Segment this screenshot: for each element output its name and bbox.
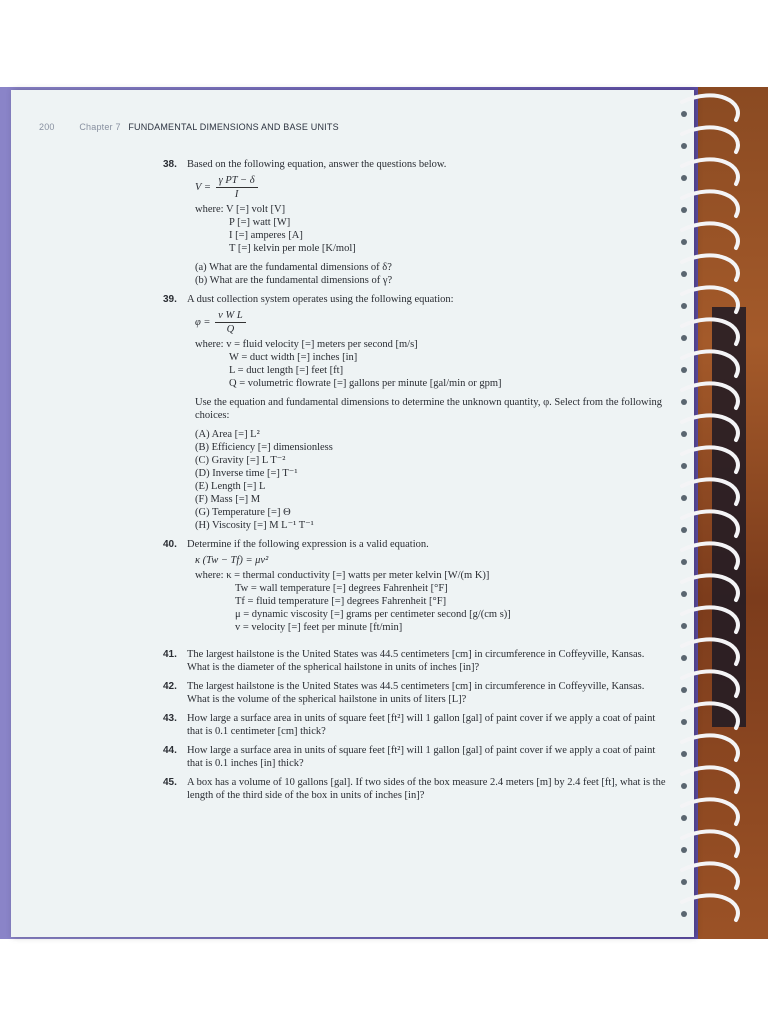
question-text: How large a surface area in units of square feet [ft²] will 1 gallon [gal] of paint cover if we apply a coat of paint that is 0.1 centimeter [cm] thick? [187,713,656,737]
definition-line: P [=] watt [W] [229,217,291,228]
question-number: 45. [163,777,177,788]
question-number: 38. [163,159,177,170]
choice-a: (A) Area [=] L² [195,429,260,440]
definition-line: Q = volumetric flowrate [=] gallons per minute [gal/min or gpm] [229,378,502,389]
spiral-binding [676,92,768,937]
variable-definitions [195,203,667,255]
answer-choices [187,428,667,532]
chapter-label: Chapter 7 [79,122,121,132]
choice-f: (F) Mass [=] M [195,494,261,505]
definition-line: where: v = fluid velocity [=] meters per second [m/s] [195,339,418,350]
choice-c: (C) Gravity [=] L T⁻² [195,455,286,466]
question-41 [163,648,667,674]
definition-line: T [=] kelvin per mole [K/mol] [229,243,356,254]
question-38 [163,158,667,287]
problem-list [163,158,667,808]
variable-definitions [195,569,667,634]
choice-h: (H) Viscosity [=] M L⁻¹ T⁻¹ [195,520,314,531]
sub-question-b: (b) What are the fundamental dimensions of γ? [195,275,393,286]
sub-questions [195,261,667,287]
page-number: 200 [39,122,55,132]
question-44 [163,744,667,770]
question-number: 41. [163,649,177,660]
definition-line: I [=] amperes [A] [229,230,303,241]
definition-line: Tf = fluid temperature [=] degrees Fahrenheit [°F] [235,596,447,607]
definition-line: v = velocity [=] feet per minute [ft/min] [235,622,403,633]
question-45 [163,776,667,802]
definition-line: Tw = wall temperature [=] degrees Fahrenheit [°F] [235,583,448,594]
question-number: 44. [163,745,177,756]
choice-d: (D) Inverse time [=] T⁻¹ [195,468,298,479]
definition-line: L = duct length [=] feet [ft] [229,365,344,376]
equation-fraction [216,174,258,201]
definition-line: W = duct width [=] inches [in] [229,352,358,363]
chapter-title: FUNDAMENTAL DIMENSIONS AND BASE UNITS [128,122,339,132]
question-text: Determine if the following expression is a valid equation. [187,539,429,550]
question-text: How large a surface area in units of square feet [ft²] will 1 gallon [gal] of paint cover if we apply a coat of paint that is 0.1 inches [in] thick? [187,745,656,769]
equation [195,309,667,336]
equation-fraction [215,309,246,336]
choice-b: (B) Efficiency [=] dimensionless [195,442,333,453]
choice-g: (G) Temperature [=] Θ [195,507,291,518]
question-number: 39. [163,294,177,305]
question-text: The largest hailstone is the United States was 44.5 centimeters [cm] in circumference in Coffeyville, Kansas. What is the volume of the spherical hailstone in units of liters [L]? [187,681,645,705]
question-39 [163,293,667,532]
denominator: I [234,189,239,200]
numerator: v W L [215,309,246,323]
definition-line: where: κ = thermal conductivity [=] watts per meter kelvin [W/(m K)] [195,570,490,581]
question-number: 40. [163,539,177,550]
question-text: Based on the following equation, answer the questions below. [187,159,447,170]
sub-question-a: (a) What are the fundamental dimensions of δ? [195,262,392,273]
equation: κ (Tw − Tf) = μv² [195,555,269,566]
definition-line: μ = dynamic viscosity [=] grams per centimeter second [g/(cm s)] [235,609,511,620]
variable-definitions [195,338,667,390]
question-40 [163,538,667,634]
question-number: 43. [163,713,177,724]
equation-lhs: φ = [195,316,211,328]
question-43 [163,712,667,738]
instruction-text: Use the equation and fundamental dimensions to determine the unknown quantity, φ. Select from the following choices: [195,397,662,421]
page-header [39,122,339,132]
book-page [11,90,694,937]
question-number: 42. [163,681,177,692]
equation [195,174,667,201]
denominator: Q [226,324,235,335]
question-text: The largest hailstone is the United States was 44.5 centimeters [cm] in circumference in Coffeyville, Kansas. What is the diameter of the spherical hailstone in units of inches [in]? [187,649,645,673]
choice-e: (E) Length [=] L [195,481,266,492]
question-text: A box has a volume of 10 gallons [gal]. If two sides of the box measure 2.4 meters [m] by 2.4 feet [ft], what is the length of the third side of the box in units of inches [in]? [187,777,666,801]
numerator: γ PT − δ [216,174,258,188]
question-42 [163,680,667,706]
definition-line: where: V [=] volt [V] [195,204,286,215]
question-text: A dust collection system operates using the following equation: [187,294,454,305]
equation-lhs: V = [195,181,211,193]
